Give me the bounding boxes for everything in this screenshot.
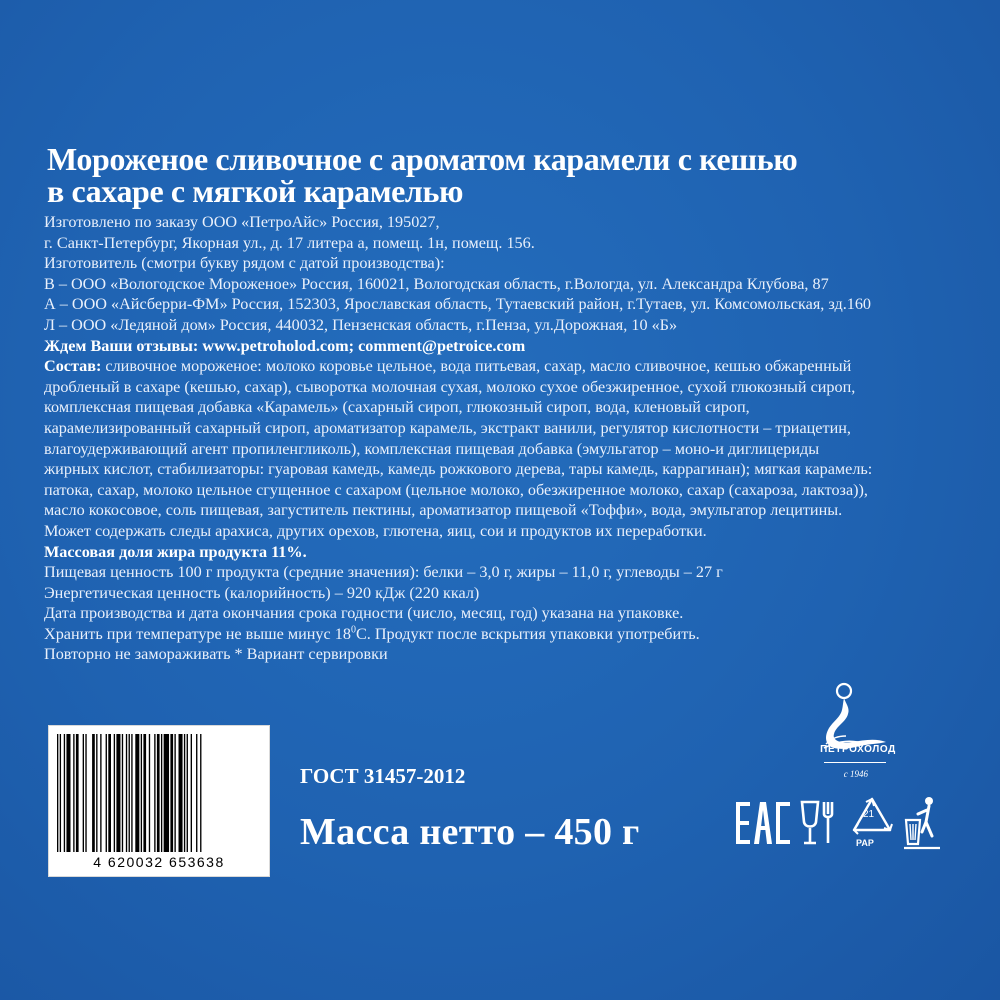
- barcode-bar: [174, 734, 175, 852]
- ordered-by-line-2: г. Санкт-Петербург, Якорная ул., д. 17 литера а, помещ. 1н, помещ. 156.: [44, 233, 535, 252]
- composition-line-2: дробленый в сахаре (кешью, сахар), сыворотка молочная сухая, молоко сухое обезжиренное, сухой глюкозный сироп,: [44, 377, 856, 396]
- feedback-line: [44, 336, 984, 357]
- composition-line-7: патока, сахар, молоко цельное сгущенное с сахаром (цельное молоко, обезжиренное молоко, сахар (сахароза, лактоза)),: [44, 480, 868, 499]
- brand-underline: [824, 762, 886, 763]
- barcode-bar: [83, 734, 84, 852]
- product-title-line-1: Мороженое сливочное с ароматом карамели с кешью: [47, 141, 798, 177]
- composition-label: Состав:: [44, 357, 102, 376]
- barcode-bar: [57, 734, 58, 852]
- barcode-bar: [149, 734, 150, 852]
- composition-line-3: комплексная пищевая добавка «Карамель» (сахарный сироп, глюкозный сироп, вода, кленовый сироп,: [44, 398, 750, 417]
- barcode-bar: [184, 734, 185, 852]
- allergens-line: Может содержать следы арахиса, других орехов, глютена, яиц, сои и продуктов их переработки.: [44, 521, 707, 540]
- composition-line-4: карамелизированный сахарный сироп, ароматизатор карамель, экстракт ванили, регулятор кислотности – триацетин,: [44, 418, 851, 437]
- barcode-bar: [170, 734, 173, 852]
- barcode-bar: [161, 734, 162, 852]
- barcode-bar: [191, 734, 192, 852]
- barcode-bar: [187, 734, 188, 852]
- dates-line: Дата производства и дата окончания срока годности (число, месяц, год) указана на упаковке.: [44, 604, 684, 623]
- barcode-bar: [154, 734, 155, 852]
- barcode-bar: [179, 734, 183, 852]
- barcode-bar: [60, 734, 61, 852]
- storage-text-a: Хранить при температуре не выше минус 18: [44, 624, 351, 643]
- barcode-bar: [200, 734, 201, 852]
- degree-sup: 0: [350, 624, 356, 636]
- product-title: [47, 143, 977, 207]
- barcode-bar: [85, 734, 86, 852]
- recycle-number: 21: [863, 809, 875, 820]
- label-body: [44, 212, 984, 665]
- barcode-bar: [143, 734, 146, 852]
- composition-line-5: влагоудерживающий агент пропиленгликоль), комплексная пищевая добавка (эмульгатор – моно-и диглицериды: [44, 439, 820, 458]
- seal-logo-icon: [812, 682, 902, 782]
- barcode-bar: [196, 734, 197, 852]
- storage-line: [44, 624, 984, 645]
- brand-since: с 1946: [843, 769, 868, 779]
- brand-name: ПЕТРОХОЛОД: [820, 744, 896, 755]
- barcode-bar: [100, 734, 101, 852]
- barcode-bar: [114, 734, 115, 852]
- energy-line: Энергетическая ценность (калорийность) – 920 кДж (220 ккал): [44, 583, 480, 602]
- barcode-bar: [129, 734, 130, 852]
- recycle-code: PAP: [856, 838, 874, 848]
- manufacturer-a: А – ООО «Айсберри-ФМ» Россия, 152303, Ярославская область, Тутаевский район, г.Тутаев, ул. Комсомольская, зд.160: [44, 295, 872, 314]
- barcode-bar: [108, 734, 111, 852]
- manufacturer-intro: Изготовитель (смотри букву рядом с датой производства):: [44, 254, 445, 273]
- composition-line-1: [44, 356, 984, 377]
- barcode-bar: [92, 734, 95, 852]
- barcode-bar: [96, 734, 97, 852]
- barcode-bar: [106, 734, 107, 852]
- nutrition-value-line: Пищевая ценность 100 г продукта (средние значения): белки – 3,0 г, жиры – 11,0 г, углеводы – 27 г: [44, 563, 723, 582]
- composition-text-1: сливочное мороженое: молоко коровье цельное, вода питьевая, сахар, масло сливочное, кешью обжаренный: [101, 357, 852, 376]
- composition-line-8: масло кокосовое, соль пищевая, загуститель пектины, ароматизатор пищевой «Тоффи», вода, эмульгатор лецитины.: [44, 501, 843, 520]
- composition-line-6: жирных кислот, стабилизаторы: гуаровая камедь, камедь рожкового дерева, тары камедь, каррагинан); мягкая карамель:: [44, 460, 873, 479]
- barcode-bar: [131, 734, 132, 852]
- barcode-bar: [76, 734, 79, 852]
- fat-content-line: [44, 542, 984, 563]
- barcode-bar: [116, 734, 120, 852]
- eac-icon: [736, 802, 792, 846]
- gost-standard: ГОСТ 31457-2012: [300, 764, 466, 788]
- ordered-by-line-1: Изготовлено по заказу ООО «ПетроАйс» Россия, 195027,: [44, 213, 440, 231]
- barcode-bar: [135, 734, 139, 852]
- feedback-text: Ждем Ваши отзывы: www.petroholod.com; comment@petroice.com: [44, 336, 526, 355]
- manufacturer-v: В – ООО «Вологодское Мороженое» Россия, 160021, Вологодская область, г.Вологда, ул. Александра Клубова, 87: [44, 274, 829, 293]
- certification-marks: [736, 796, 946, 860]
- net-weight: Масса нетто – 450 г: [300, 811, 640, 853]
- manufacturer-l: Л – ООО «Ледяной дом» Россия, 440032, Пензенская область, г.Пенза, ул.Дорожная, 10 «Б»: [44, 315, 678, 334]
- barcode-bar: [122, 734, 123, 852]
- barcode-bar: [141, 734, 142, 852]
- barcode-bar: [164, 734, 169, 852]
- barcode: [48, 725, 270, 877]
- food-safe-glass-fork-icon: [798, 798, 838, 848]
- barcode-bar: [66, 734, 70, 852]
- barcode-bar: [73, 734, 74, 852]
- tidyman-bin-icon: [902, 796, 942, 852]
- product-title-line-2: в сахаре с мягкой карамелью: [47, 173, 464, 209]
- barcode-number: 4 620032 653638: [93, 854, 225, 870]
- storage-text-b: С. Продукт после вскрытия упаковки употребить.: [355, 624, 700, 643]
- fat-content-text: Массовая доля жира продукта 11%.: [44, 542, 307, 561]
- barcode-bar: [126, 734, 127, 852]
- barcode-bar: [157, 734, 160, 852]
- barcode-bar: [64, 734, 65, 852]
- refreeze-line: Повторно не замораживать * Вариант сервировки: [44, 645, 388, 664]
